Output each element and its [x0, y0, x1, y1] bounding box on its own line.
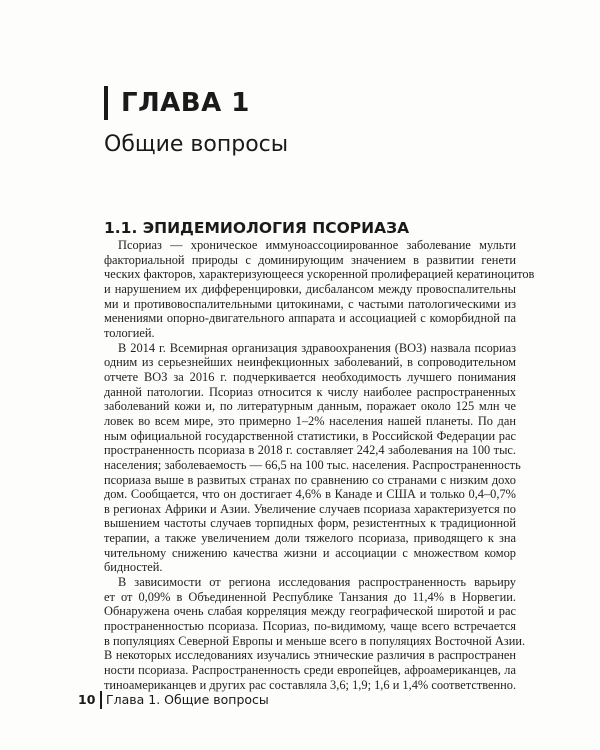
text-line: факториальной природы с доминирующим значением в развитии генети	[104, 252, 516, 267]
text-line: В некоторых исследованиях изучались этнические различия в распространен	[104, 648, 516, 663]
text-line: бидностей.	[104, 560, 163, 575]
text-line: ми и противовоспалительными цитокинами, с частыми патологическими из	[104, 296, 516, 311]
page-number: 10	[78, 692, 96, 707]
text-line: заболеваний кожи и, по литературным данным, поражает около 125 млн че	[104, 399, 516, 414]
text-line: пространенностью псориаза. Псориаз, по-видимому, чаще всего встречается	[104, 619, 516, 634]
paragraph-1	[104, 238, 535, 341]
text-line: тиноамериканцев и других рас составляла 3,6; 1,9; 1,6 и 1,4% соответственно.	[104, 677, 517, 692]
text-line: ческих факторов, характеризующееся ускоренной пролиферацией кератиноцитов	[104, 267, 535, 282]
text-line: ности псориаза. Распространенность среди европейцев, афроамериканцев, ла	[104, 663, 516, 678]
chapter-divider-bar	[104, 86, 108, 120]
text-line: терапии, а также увеличением доли тяжелого псориаза, приводящего к зна	[104, 531, 516, 546]
text-line: ным официальной государственной статистики, в Российской Федерации рас	[104, 428, 516, 443]
text-line: менениями опорно-двигательного аппарата и ассоциацией с коморбидной па	[104, 311, 516, 326]
text-line: Псориаз — хроническое иммуноассоциированное заболевание мульти	[118, 238, 516, 252]
text-line: населения; заболеваемость — 66,5 на 100 тыс. населения. Распространенность	[104, 457, 521, 472]
footer-divider-bar	[100, 691, 102, 709]
text-line: одним из серьезнейших неинфекционных заболеваний, в сопроводительном	[104, 355, 516, 370]
text-line: вышением частоты случаев торпидных форм, резистентных к традиционной	[104, 516, 516, 531]
text-line: псориаза выше в развитых странах по сравнению со странами с низким дохо	[104, 472, 516, 487]
text-line: отчете ВОЗ за 2016 г. подчеркивается необходимость лучшего понимания	[104, 369, 516, 384]
text-line: чительному снижению качества жизни и ассоциации с множеством комор	[104, 545, 516, 560]
text-line: ловек во всем мире, это примерно 1–2% населения нашей планеты. По дан	[104, 413, 516, 428]
text-line: и нарушением их дифференцировки, дисбалансом между провоспалительны	[104, 281, 516, 296]
section-heading: 1.1. ЭПИДЕМИОЛОГИЯ ПСОРИАЗА	[104, 219, 410, 237]
text-line: в регионах Африки и Азии. Увеличение случаев псориаза характеризуется по	[104, 501, 516, 516]
text-line: в популяциях Северной Европы и меньше всего в популяциях Восточной Азии.	[104, 633, 526, 648]
text-line: ет от 0,09% в Объединенной Республике Танзания до 11,4% в Норвегии.	[104, 589, 516, 604]
text-line: тологией.	[104, 325, 155, 340]
paragraph-2	[104, 340, 521, 576]
text-line: пространенность псориаза в 2018 г. составляет 242,4 заболевания на 100 тыс.	[104, 443, 516, 458]
text-line: В 2014 г. Всемирная организация здравоохранения (ВОЗ) назвала псориаз	[118, 340, 516, 355]
text-line: В зависимости от региона исследования распространенность варьиру	[118, 575, 516, 590]
text-line: дом. Сообщается, что он достигает 4,6% в Канаде и США и только 0,4–0,7%	[104, 487, 516, 502]
running-title: Глава 1. Общие вопросы	[106, 692, 269, 707]
text-line: Обнаружена очень слабая корреляция между географической широтой и рас	[104, 604, 516, 619]
paragraph-3	[104, 575, 526, 692]
chapter-label: ГЛАВА 1	[121, 88, 250, 118]
text-line: данной патологии. Псориаз относится к числу наиболее распространенных	[104, 384, 516, 399]
chapter-subtitle: Общие вопросы	[104, 132, 289, 157]
body-text	[104, 238, 535, 692]
